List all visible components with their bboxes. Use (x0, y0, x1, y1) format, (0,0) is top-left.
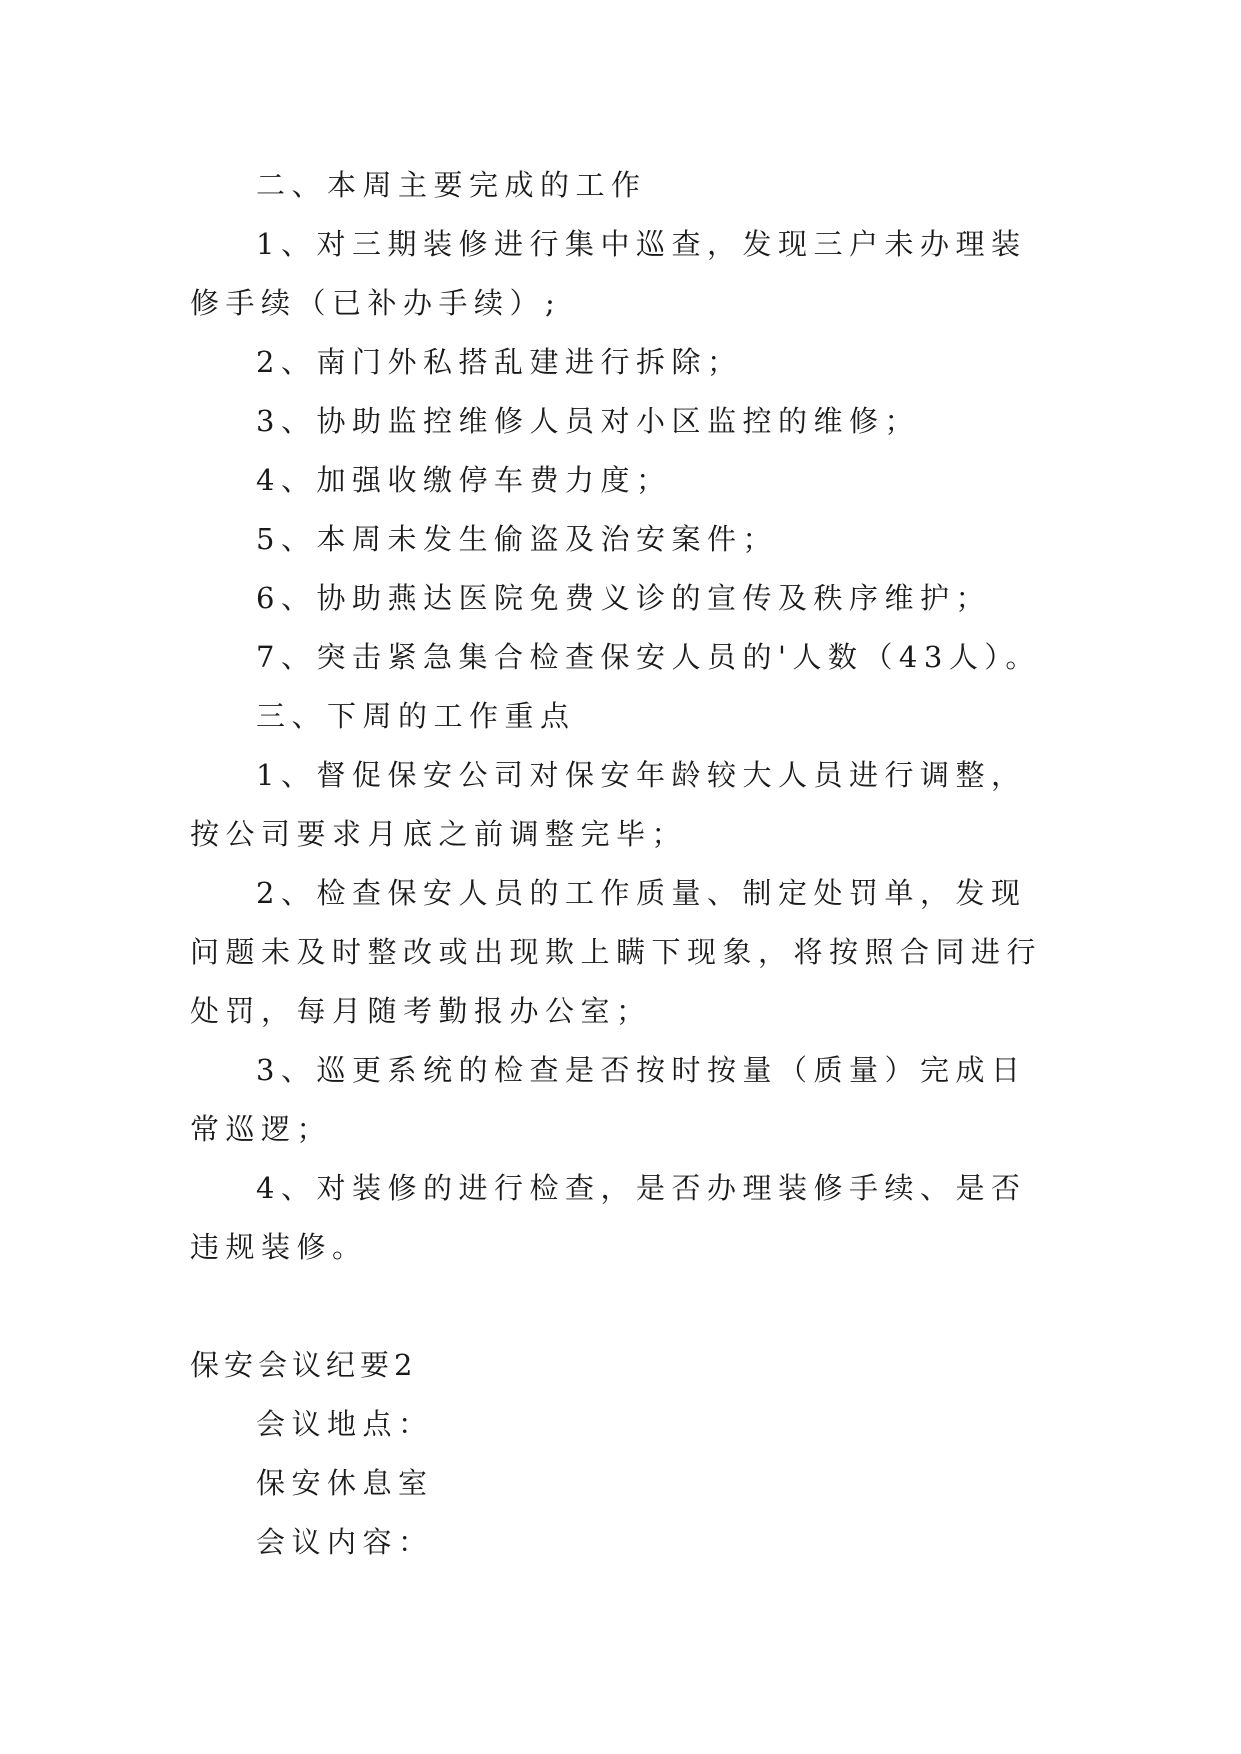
section-heading: 二、本周主要完成的工作 (256, 168, 647, 202)
list-item: 2、检查保安人员的工作质量、制定处罚单，发现问题未及时整改或出现欺上瞒下现象，将按照合同进行处罚，每月随考勤报办公室； (190, 876, 1043, 1028)
list-item: 1、对三期装修进行集中巡查，发现三户未办理装修手续（已补办手续）; (190, 227, 1027, 320)
document-body (190, 156, 1060, 1572)
list-item: 5、本周未发生偷盗及治安案件； (256, 522, 778, 556)
section-spacer (190, 1277, 1060, 1336)
location-value: 保安休息室 (256, 1466, 434, 1500)
list-item: 1、督促保安公司对保安年龄较大人员进行调整，按公司要求月底之前调整完毕； (190, 758, 1027, 851)
list-item: 7、突击紧急集合检查保安人员的'人数（43人）。 (256, 640, 1041, 674)
minutes-title: 保安会议纪要2 (190, 1348, 418, 1382)
list-item: 4、加强收缴停车费力度； (256, 463, 672, 497)
list-item: 4、对装修的进行检查，是否办理装修手续、是否违规装修。 (190, 1171, 1027, 1264)
list-item: 6、协助燕达医院免费义诊的宣传及秩序维护； (256, 581, 991, 615)
list-item: 2、南门外私搭乱建进行拆除； (256, 345, 743, 379)
list-item: 3、巡更系统的检查是否按时按量（质量）完成日常巡逻； (190, 1053, 1027, 1146)
location-label: 会议地点： (256, 1407, 434, 1441)
content-label: 会议内容： (256, 1525, 434, 1559)
section-heading: 三、下周的工作重点 (256, 699, 576, 733)
list-item: 3、协助监控维修人员对小区监控的维修； (256, 404, 920, 438)
